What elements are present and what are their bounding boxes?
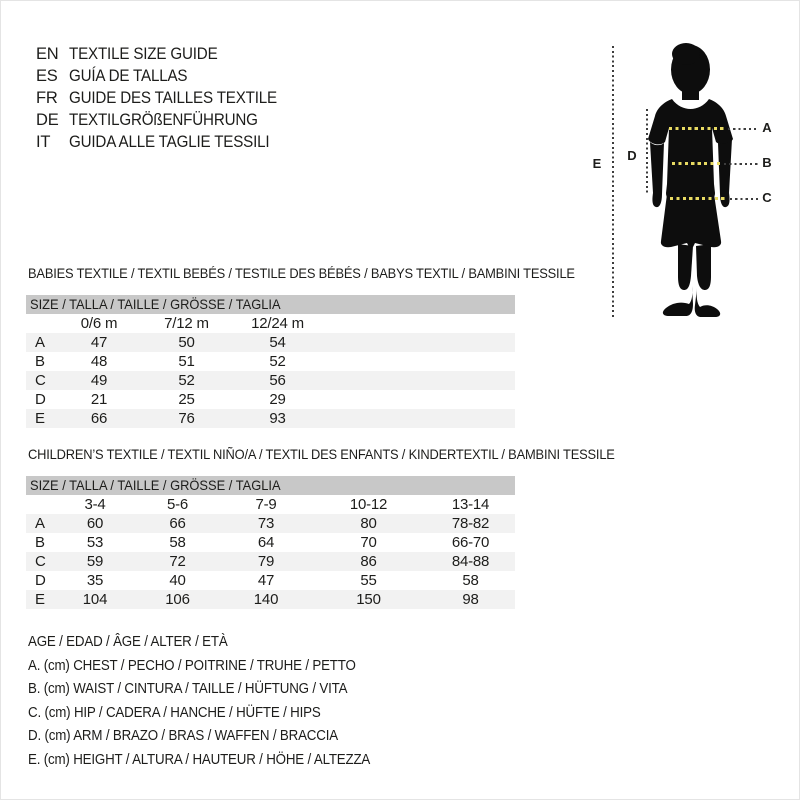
- cell: 47: [90, 334, 108, 351]
- cell: 80: [360, 515, 377, 532]
- children-size-table: [26, 476, 515, 609]
- table-row: [26, 333, 515, 352]
- column-header: 12/24 m: [251, 315, 304, 332]
- waist-measure-dash-B: [672, 162, 720, 165]
- cell: 47: [257, 572, 275, 589]
- legend-text: E. (cm) HEIGHT / ALTURA / HAUTEUR / HÖHE / ALTEZZA: [28, 751, 371, 768]
- table-row: [26, 571, 515, 590]
- cell: 84-88: [451, 553, 490, 570]
- chest-measure-dash-A: [669, 127, 724, 130]
- legend-line-age: [28, 631, 400, 655]
- column-header: 5-6: [166, 496, 189, 513]
- row-label-cell: [26, 314, 56, 333]
- language-row-de: [36, 109, 295, 131]
- row-label: C: [35, 372, 46, 389]
- legend-line-arm: [28, 725, 400, 749]
- column-header: 10-12: [349, 496, 388, 513]
- language-row-it: [36, 131, 295, 153]
- row-label: B: [35, 534, 45, 551]
- cell: 48: [90, 353, 108, 370]
- row-label: A: [35, 334, 45, 351]
- cell: 56: [269, 372, 286, 389]
- cell: 58: [169, 534, 186, 551]
- legend-line-waist: [28, 678, 400, 702]
- cell: 25: [178, 391, 195, 408]
- cell: 52: [269, 353, 286, 370]
- cell: 59: [86, 553, 104, 570]
- cell: 66: [169, 515, 186, 532]
- table-row: [26, 371, 515, 390]
- measure-label-b: B: [762, 155, 772, 170]
- language-code: ES: [36, 67, 58, 85]
- child-silhouette: [631, 36, 751, 321]
- hip-measure-dash-C: [670, 197, 725, 200]
- language-row-es: [36, 65, 295, 87]
- row-label: E: [35, 591, 45, 608]
- children-section-heading: [28, 446, 666, 462]
- babies-heading-text: BABIES TEXTILE / TEXTIL BEBÉS / TESTILE DES BÉBÉS / BABYS TEXTIL / BAMBINI TESSILE: [28, 265, 575, 281]
- measure-label-c: C: [762, 190, 772, 205]
- babies-section-heading: [28, 265, 622, 281]
- legend-text: C. (cm) HIP / CADERA / HANCHE / HÜFTE / HIPS: [28, 704, 321, 721]
- children-column-header-row: [26, 495, 515, 514]
- language-code: IT: [36, 133, 51, 151]
- column-header: 0/6 m: [80, 315, 118, 332]
- cell: 66-70: [451, 534, 490, 551]
- row-label: C: [35, 553, 46, 570]
- cell: 54: [269, 334, 286, 351]
- chest-leader-dots: [728, 128, 759, 130]
- language-row-en: [36, 43, 295, 65]
- cell: 29: [269, 391, 286, 408]
- language-code: EN: [36, 45, 59, 63]
- row-label: B: [35, 353, 45, 370]
- cell: 52: [178, 372, 195, 389]
- cell: 58: [462, 572, 479, 589]
- cell: 93: [269, 410, 286, 427]
- cell: 50: [178, 334, 195, 351]
- cell: 70: [360, 534, 377, 551]
- language-code: DE: [36, 111, 59, 129]
- column-header: 3-4: [84, 496, 106, 513]
- children-heading-text: CHILDREN’S TEXTILE / TEXTIL NIÑO/A / TEXTIL DES ENFANTS / KINDERTEXTIL / BAMBINI TESSILE: [28, 446, 615, 462]
- row-label: E: [35, 410, 45, 427]
- table-row: [26, 514, 515, 533]
- table-row: [26, 409, 515, 428]
- babies-size-table: [26, 295, 515, 428]
- cell: 150: [356, 591, 381, 608]
- measurement-legend: [28, 631, 400, 773]
- waist-leader-dots: [724, 163, 759, 165]
- row-label: A: [35, 515, 45, 532]
- children-size-header-bar: [26, 476, 515, 495]
- measure-label-e: E: [592, 156, 602, 171]
- table-row: [26, 552, 515, 571]
- hip-leader-dots: [730, 198, 759, 200]
- cell: 76: [178, 410, 195, 427]
- babies-column-header-row: [26, 314, 515, 333]
- table-row: [26, 352, 515, 371]
- language-title: GUIDE DES TAILLES TEXTILE: [69, 89, 278, 107]
- cell: 66: [90, 410, 108, 427]
- cell: 140: [253, 591, 279, 608]
- cell: 79: [257, 553, 275, 570]
- cell: 104: [82, 591, 108, 608]
- table-row: [26, 390, 515, 409]
- row-label: D: [35, 572, 46, 589]
- language-row-fr: [36, 87, 295, 109]
- language-title-list: [36, 43, 295, 153]
- column-header: 7/12 m: [164, 315, 209, 332]
- cell: 55: [360, 572, 377, 589]
- legend-line-hip: [28, 702, 400, 726]
- cell: 106: [165, 591, 190, 608]
- table-row: [26, 590, 515, 609]
- table-row: [26, 533, 515, 552]
- cell: 40: [169, 572, 186, 589]
- language-title: TEXTILGRÖßENFÜHRUNG: [69, 111, 258, 129]
- legend-text: D. (cm) ARM / BRAZO / BRAS / WAFFEN / BRACCIA: [28, 728, 338, 745]
- cell: 49: [90, 372, 108, 389]
- cell: 53: [86, 534, 104, 551]
- measure-label-a: A: [762, 120, 772, 135]
- cell: 72: [169, 553, 186, 570]
- size-header-text: SIZE / TALLA / TAILLE / GRÖSSE / TAGLIA: [30, 296, 281, 312]
- legend-line-chest: [28, 655, 400, 679]
- cell: 60: [86, 515, 104, 532]
- legend-text: B. (cm) WAIST / CINTURA / TAILLE / HÜFTUNG / VITA: [28, 681, 348, 698]
- row-label: D: [35, 391, 46, 408]
- column-header: 7-9: [255, 496, 277, 513]
- language-title: TEXTILE SIZE GUIDE: [69, 45, 218, 63]
- cell: 73: [257, 515, 275, 532]
- cell: 86: [360, 553, 377, 570]
- language-title: GUÍA DE TALLAS: [69, 67, 188, 85]
- cell: 98: [462, 591, 479, 608]
- arm-measure-line-D: [646, 109, 648, 195]
- babies-size-header-bar: [26, 295, 515, 314]
- language-code: FR: [36, 89, 58, 107]
- legend-text: A. (cm) CHEST / PECHO / POITRINE / TRUHE / PETTO: [28, 657, 356, 674]
- size-header-text: SIZE / TALLA / TAILLE / GRÖSSE / TAGLIA: [30, 477, 281, 493]
- legend-text: AGE / EDAD / ÂGE / ALTER / ETÀ: [28, 634, 228, 650]
- measure-label-d: D: [627, 148, 637, 163]
- cell: 51: [178, 353, 195, 370]
- cell: 78-82: [451, 515, 490, 532]
- legend-line-height: [28, 749, 400, 773]
- cell: 64: [257, 534, 275, 551]
- column-header: 13-14: [451, 496, 490, 513]
- row-label-cell: [26, 495, 56, 514]
- cell: 35: [86, 572, 104, 589]
- language-title: GUIDA ALLE TAGLIE TESSILI: [69, 133, 270, 151]
- cell: 21: [90, 391, 108, 408]
